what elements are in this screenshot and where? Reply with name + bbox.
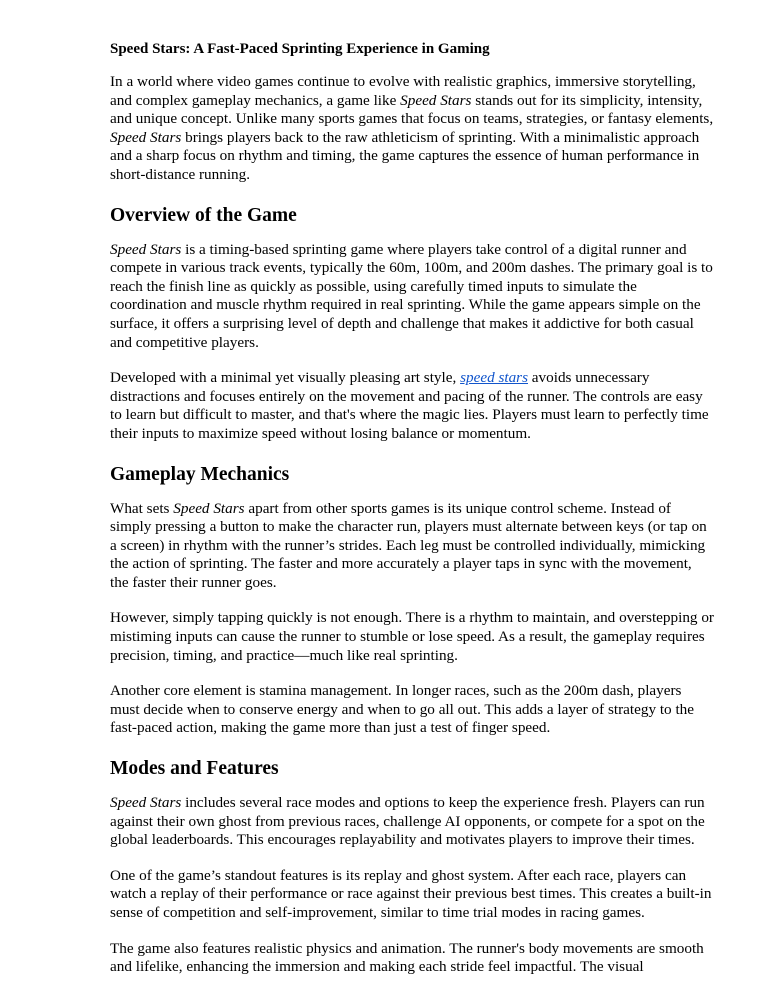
modes-paragraph-2: One of the game’s standout features is its replay and ghost system. After each race, players can watch a replay of their performance or race against their previous best times. This creates a built-in sense of competition and self-improvement, similar to time trial modes in racing games.: [110, 866, 712, 921]
gameplay-paragraph-3: Another core element is stamina management. In longer races, such as the 200m dash, players must decide when to conserve energy and when to go all out. This adds a layer of strategy to the fast-paced action, making the game more than just a test of finger speed.: [110, 682, 694, 737]
modes-heading: Modes and Features: [110, 758, 279, 780]
overview-paragraph-1: [110, 241, 714, 353]
gameplay-heading: Gameplay Mechanics: [110, 463, 290, 485]
gameplay-text-1b: apart from other sports games is its unique control scheme. Instead of simply pressing a button to make the character run, players must alternate between keys (or tap on a screen) in rhythm with the runner’s strides. Each leg must be controlled individually, mimicking the action of sprinting. The faster and more accurately a player taps in sync with the movement, the faster their runner goes.: [110, 499, 707, 591]
game-name-emphasis: Speed Stars: [173, 499, 245, 517]
overview-text-2b: avoids unnecessary distractions and focuses entirely on the movement and pacing of the runner. The controls are easy to learn but difficult to master, and that's where the magic lies. Players must learn to perfectly time their inputs to maximize speed without losing balance or momentum.: [110, 369, 709, 442]
modes-paragraph-3: The game also features realistic physics and animation. The runner's body movements are smooth and lifelike, enhancing the immersion and making each stride feel impactful. The visual: [110, 939, 704, 976]
speed-stars-link[interactable]: speed stars: [460, 369, 528, 387]
overview-text-2a: Developed with a minimal yet visually pleasing art style,: [110, 369, 461, 387]
intro-paragraph: [110, 73, 714, 185]
document-title: Speed Stars: A Fast-Paced Sprinting Experience in Gaming: [110, 41, 490, 57]
intro-text-1: In a world where video games continue to evolve with realistic graphics, immersive storytelling, and complex gameplay mechanics, a game like: [110, 73, 696, 109]
gameplay-paragraph-1: [110, 500, 714, 593]
overview-paragraph-2: [110, 369, 714, 443]
modes-text-1: includes several race modes and options to keep the experience fresh. Players can run against their own ghost from previous races, challenge AI opponents, or compete for a spot on the global leaderboards. This encourages replayability and motivates players to improve their times.: [110, 794, 705, 849]
gameplay-paragraph-2: However, simply tapping quickly is not enough. There is a rhythm to maintain, and overstepping or mistiming inputs can cause the runner to stumble or lose speed. As a result, the gameplay requires precision, timing, and practice—much like real sprinting.: [110, 609, 714, 664]
overview-heading: Overview of the Game: [110, 204, 297, 226]
intro-text-2: stands out for its simplicity, intensity, and unique concept. Unlike many sports games that focus on teams, strategies, or fantasy elements,: [110, 91, 714, 128]
intro-text-3: brings players back to the raw athleticism of sprinting. With a minimalistic approach and a sharp focus on rhythm and timing, the game captures the essence of human performance in short-distance running.: [110, 128, 700, 183]
game-name-emphasis: Speed Stars: [110, 794, 182, 812]
game-name-emphasis: Speed Stars: [110, 128, 182, 146]
gameplay-text-1a: What sets: [110, 499, 174, 517]
modes-paragraph-1: [110, 794, 714, 850]
game-name-emphasis: Speed Stars: [400, 91, 472, 109]
overview-text-1: is a timing-based sprinting game where players take control of a digital runner and compete in various track events, typically the 60m, 100m, and 200m dashes. The primary goal is to reach the finish line as quickly as possible, using carefully timed inputs to simulate the coordination and muscle rhythm required in real sprinting. While the game appears simple on the surface, it offers a surprising level of depth and challenge that makes it addictive for both casual and competitive players.: [110, 240, 713, 351]
game-name-emphasis: Speed Stars: [110, 240, 182, 258]
